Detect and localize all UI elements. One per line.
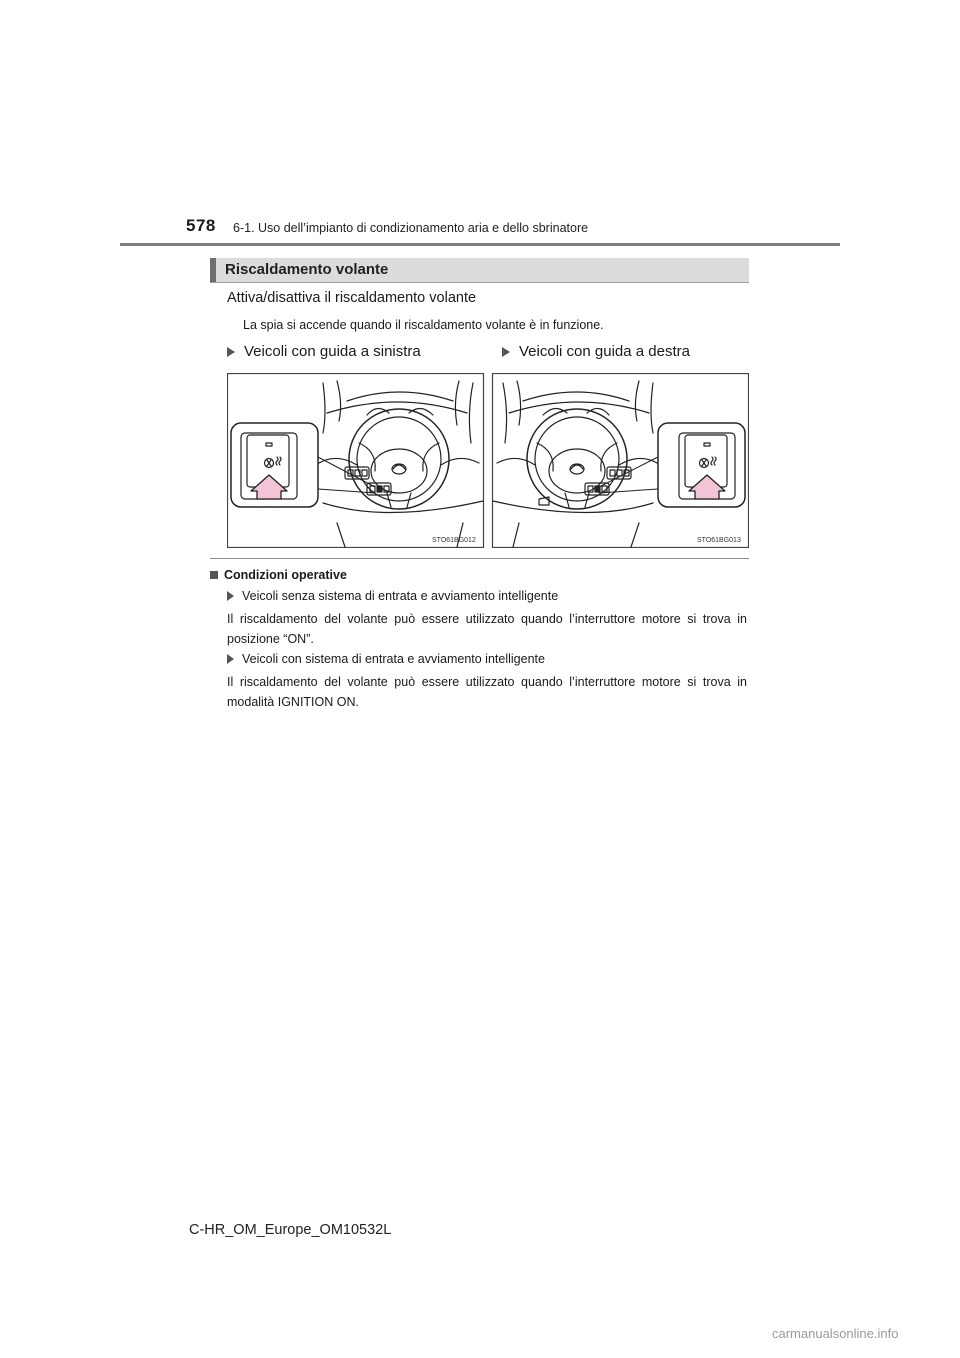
condition-item-text: Il riscaldamento del volante può essere utilizzato quando l’interruttore motore si trova in posizione “ON”.	[227, 612, 747, 646]
section-header	[210, 258, 749, 283]
triangle-bullet-icon	[502, 347, 510, 357]
section-title: Riscaldamento volante	[225, 261, 389, 278]
triangle-bullet-icon	[227, 654, 234, 664]
document-code: C-HR_OM_Europe_OM10532L	[189, 1222, 392, 1238]
page-number: 578	[186, 216, 216, 235]
figure-separator	[210, 558, 749, 559]
variant-left-drive-label: Veicoli con guida a sinistra	[244, 343, 421, 360]
indicator-note: La spia si accende quando il riscaldamento volante è in funzione.	[243, 318, 604, 332]
condition-label-text: Veicoli con sistema di entrata e avviamento intelligente	[242, 652, 545, 666]
variant-right-drive-label: Veicoli con guida a destra	[519, 343, 690, 360]
watermark: carmanualsonline.info	[772, 1326, 899, 1341]
instruction-text: Attiva/disattiva il riscaldamento volante	[227, 290, 477, 306]
conditions-heading	[210, 568, 347, 582]
triangle-bullet-icon	[227, 591, 234, 601]
steering-heater-illustration	[227, 373, 749, 548]
square-bullet-icon	[210, 571, 218, 579]
condition-item-text: Il riscaldamento del volante può essere utilizzato quando l’interruttore motore si trova in modalità IGNITION ON.	[227, 675, 747, 709]
header-rule	[120, 243, 840, 246]
left-hand-drive-panel	[228, 374, 484, 548]
condition-item-label	[227, 652, 545, 666]
chapter-title: 6-1. Uso dell’impianto di condizionamento aria e dello sbrinatore	[233, 221, 589, 235]
condition-label-text: Veicoli senza sistema di entrata e avviamento intelligente	[242, 589, 559, 603]
section-accent	[210, 258, 216, 282]
right-hand-drive-panel	[493, 374, 749, 548]
right-figure-code: STO61BG013	[697, 537, 741, 544]
left-figure-code: STO61BG012	[432, 537, 476, 544]
variant-left-drive	[227, 343, 421, 360]
conditions-heading-label: Condizioni operative	[224, 568, 347, 582]
variant-right-drive	[502, 343, 690, 360]
condition-item-label	[227, 589, 558, 603]
triangle-bullet-icon	[227, 347, 235, 357]
